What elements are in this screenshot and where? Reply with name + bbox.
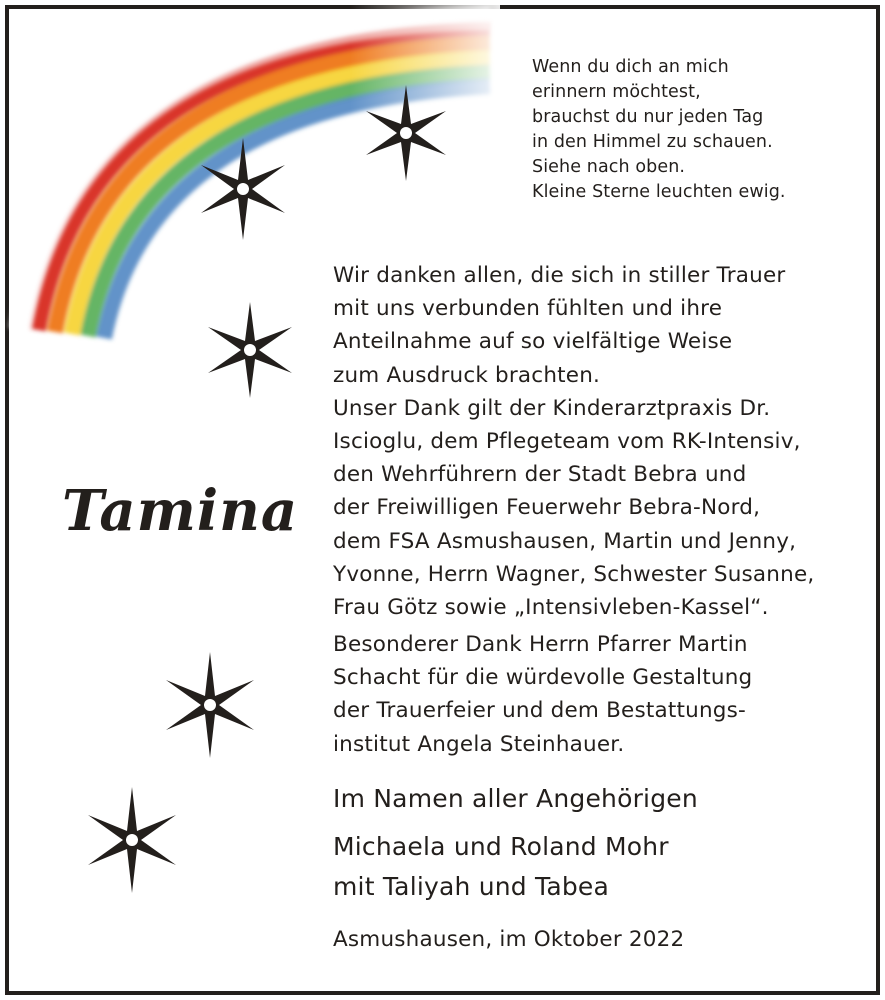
signature-children: mit Taliyah und Tabea bbox=[333, 872, 610, 901]
thanks-line: der Freiwilligen Feuerwehr Bebra-Nord, bbox=[333, 495, 761, 521]
star-icon bbox=[200, 300, 300, 400]
star-icon bbox=[82, 785, 182, 895]
thanks-line: Anteilnahme auf so vielfältige Weise bbox=[333, 329, 733, 355]
thanks-line: Frau Götz sowie „Intensivleben-Kassel“. bbox=[333, 595, 769, 621]
poem-line: brauchst du nur jeden Tag bbox=[532, 107, 764, 127]
thanks-line: den Wehrführern der Stadt Bebra und bbox=[333, 462, 747, 488]
special-thanks-line: der Trauerfeier und dem Bestattungs- bbox=[333, 698, 746, 724]
thanks-line: zum Ausdruck brachten. bbox=[333, 362, 601, 388]
thanks-line: Wir danken allen, die sich in stiller Trauer bbox=[333, 263, 786, 288]
thanks-text bbox=[333, 259, 873, 624]
poem-line: erinnern möchtest, bbox=[532, 82, 701, 102]
special-thanks-line: Besonderer Dank Herrn Pfarrer Martin bbox=[333, 632, 748, 657]
signature-intro: Im Namen aller Angehörigen bbox=[333, 784, 698, 813]
thanks-line: Yvonne, Herrn Wagner, Schwester Susanne, bbox=[333, 561, 815, 587]
place-date: Asmushausen, im Oktober 2022 bbox=[333, 927, 685, 952]
poem-line: Kleine Sterne leuchten ewig. bbox=[532, 182, 786, 202]
poem-line: Siehe nach oben. bbox=[532, 157, 686, 177]
deceased-name: Tamina bbox=[62, 478, 299, 544]
special-thanks-line: institut Angela Steinhauer. bbox=[333, 731, 625, 757]
special-thanks-text bbox=[333, 628, 752, 761]
poem-line: in den Himmel zu schauen. bbox=[532, 132, 773, 152]
special-thanks-line: Schacht für die würdevolle Gestaltung bbox=[333, 665, 753, 691]
star-icon bbox=[193, 136, 293, 242]
poem bbox=[532, 55, 862, 205]
thanks-line: Unser Dank gilt der Kinderarztpraxis Dr. bbox=[333, 395, 771, 421]
thanks-line: dem FSA Asmushausen, Martin und Jenny, bbox=[333, 528, 797, 554]
poem-line: Wenn du dich an mich bbox=[532, 57, 729, 77]
thanks-line: Iscioglu, dem Pflegeteam vom RK-Intensiv, bbox=[333, 429, 801, 455]
signature-names: Michaela und Roland Mohr bbox=[333, 832, 669, 861]
star-icon bbox=[356, 83, 456, 183]
thanks-line: mit uns verbunden fühlten und ihre bbox=[333, 296, 723, 322]
star-icon bbox=[160, 650, 260, 760]
